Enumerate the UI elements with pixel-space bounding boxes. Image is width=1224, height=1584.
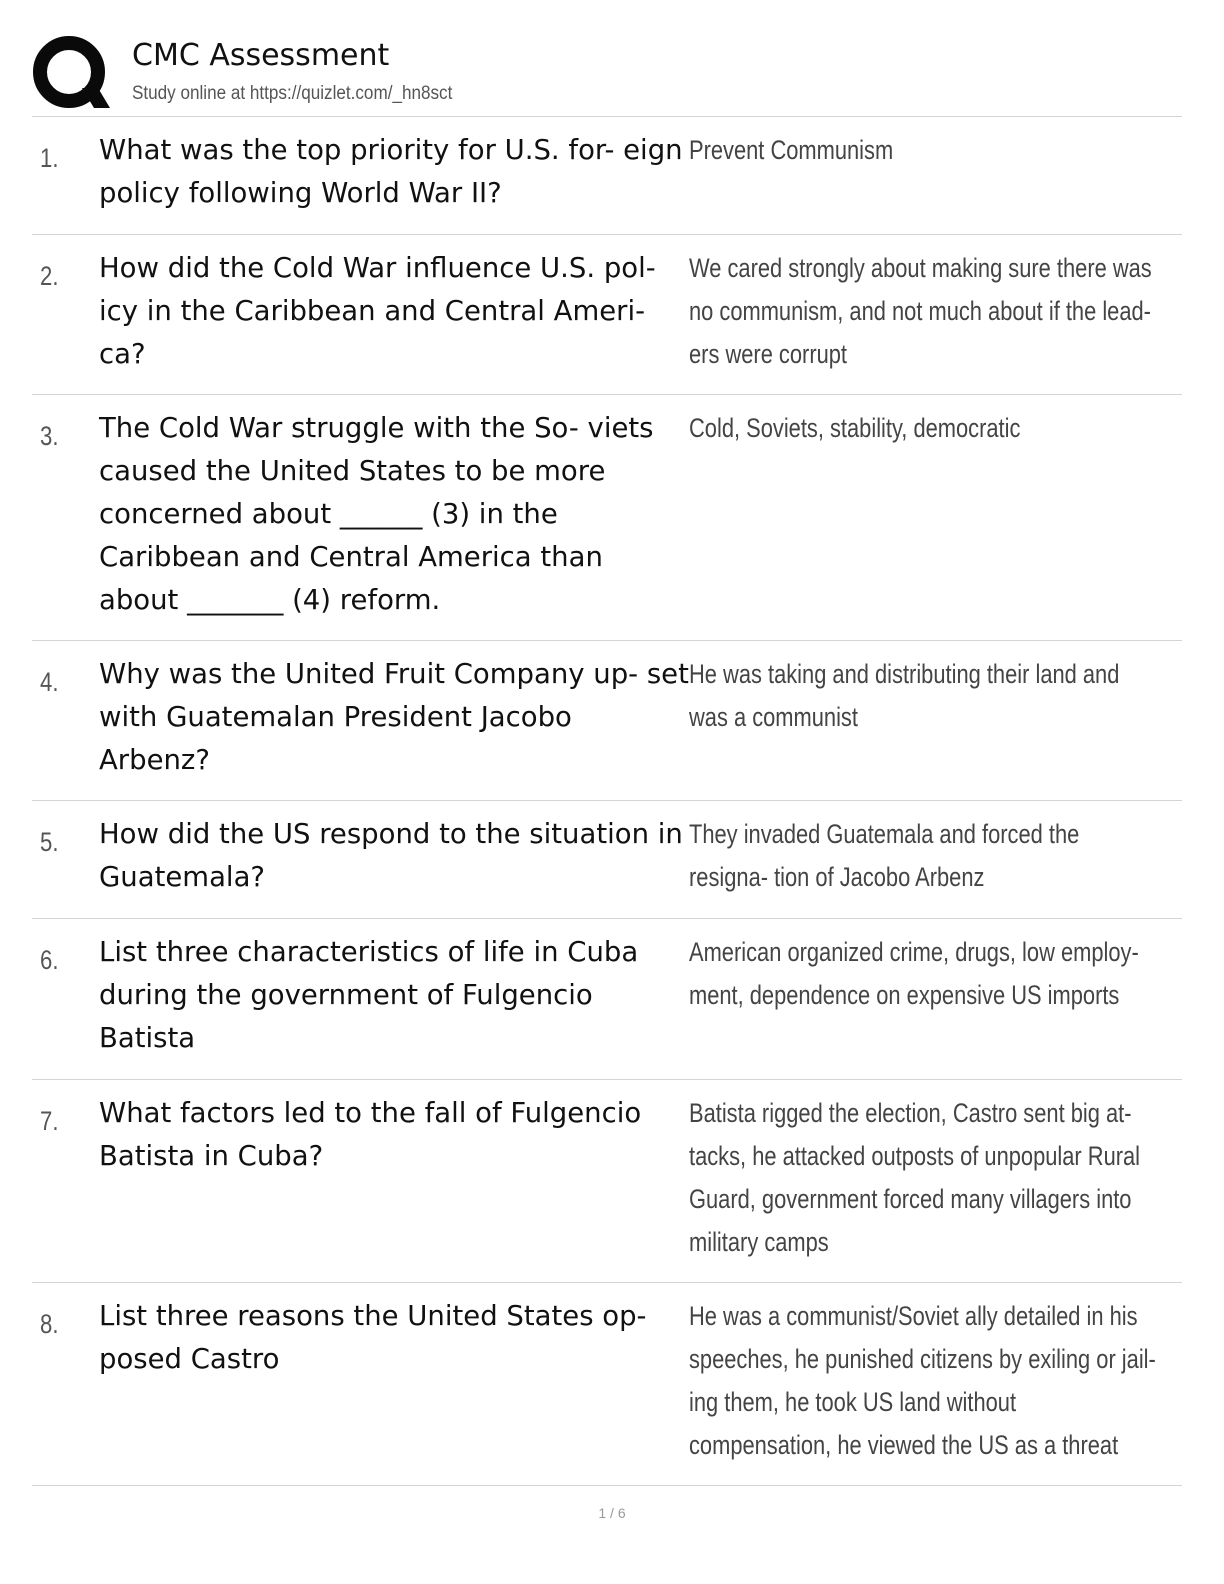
flashcard-row — [32, 1080, 1182, 1283]
card-number: 2. — [40, 261, 59, 291]
card-definition: They invaded Guatemala and forced the resigna- tion of Jacobo Arbenz — [689, 819, 1080, 892]
card-term: List three characteristics of life in Cuba during the government of Fulgencio Batista — [99, 936, 639, 1054]
flashcard-row — [32, 641, 1182, 801]
card-number: 1. — [40, 143, 59, 173]
card-term: How did the US respond to the situation in Guatemala? — [99, 818, 683, 893]
card-number: 7. — [40, 1106, 59, 1136]
card-number: 6. — [40, 945, 59, 975]
page-indicator: 1 / 6 — [598, 1505, 626, 1521]
card-term: What was the top priority for U.S. for- eign policy following World War II? — [99, 134, 683, 209]
quizlet-q-logo-icon — [32, 32, 112, 112]
card-definition: American organized crime, drugs, low employ- ment, dependence on expensive US imports — [689, 937, 1139, 1010]
flashcard-row — [32, 919, 1182, 1080]
flashcard-row — [32, 1283, 1182, 1486]
flashcard-row — [32, 801, 1182, 919]
card-definition: Cold, Soviets, stability, democratic — [689, 413, 1021, 443]
study-online-link[interactable]: Study online at https://quizlet.com/_hn8sct — [132, 83, 453, 104]
document-title: CMC Assessment — [132, 38, 390, 73]
card-term: Why was the United Fruit Company up- set with Guatemalan President Jacobo Arbenz? — [99, 658, 689, 776]
card-definition: He was a communist/Soviet ally detailed in his speeches, he punished citizens by exiling or jail- ing them, he took US land without compensation, he viewed the US as a threat — [689, 1301, 1156, 1460]
card-term: List three reasons the United States op- posed Castro — [99, 1300, 647, 1375]
card-term: The Cold War struggle with the So- viets caused the United States to be more concerned about ______ (3) in the Caribbean and Central America than about _______ (4) reform. — [99, 412, 654, 616]
card-number: 8. — [40, 1309, 59, 1339]
card-number: 4. — [40, 667, 59, 697]
card-definition: Prevent Communism — [689, 135, 894, 165]
card-number: 5. — [40, 827, 59, 857]
card-definition: We cared strongly about making sure there was no communism, and not much about if the lead- ers were corrupt — [689, 253, 1152, 369]
document-header — [32, 30, 1182, 116]
flashcard-row — [32, 117, 1182, 235]
card-definition: He was taking and distributing their land and was a communist — [689, 659, 1120, 732]
flashcard-row — [32, 395, 1182, 641]
card-definition: Batista rigged the election, Castro sent big at- tacks, he attacked outposts of unpopular Rural Guard, government forced many villagers into military camps — [689, 1098, 1141, 1257]
card-number: 3. — [40, 421, 59, 451]
card-term: How did the Cold War influence U.S. pol- icy in the Caribbean and Central Ameri- ca? — [99, 252, 656, 370]
card-term: What factors led to the fall of Fulgencio Batista in Cuba? — [99, 1097, 642, 1172]
flashcard-row — [32, 235, 1182, 395]
flashcard-list — [32, 116, 1182, 1486]
